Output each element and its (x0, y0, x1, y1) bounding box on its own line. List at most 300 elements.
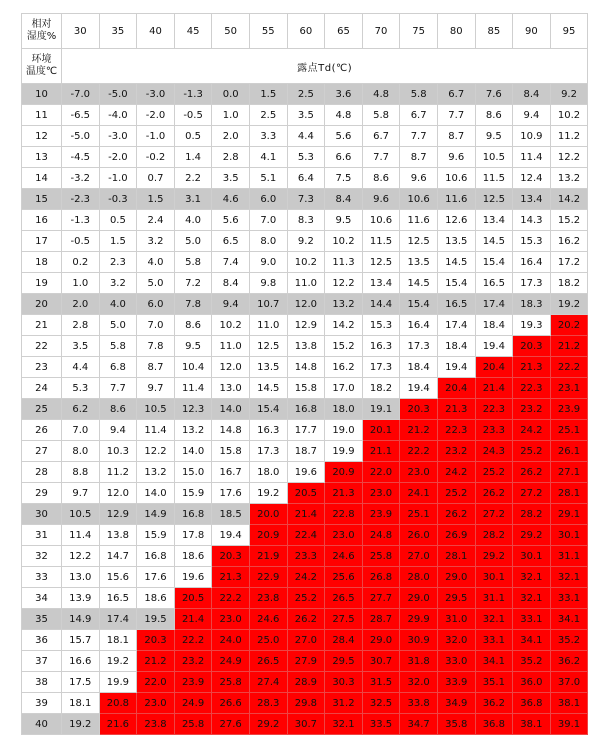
dew-point-cell: -2.0 (137, 105, 175, 126)
dew-point-cell: 23.3 (475, 420, 513, 441)
dew-point-cell: 32.1 (550, 567, 588, 588)
temperature-cell: 20 (22, 294, 62, 315)
table-row (22, 336, 588, 357)
dew-point-cell: 19.4 (475, 336, 513, 357)
dew-point-cell: 16.5 (99, 588, 137, 609)
dew-point-cell: 36.2 (475, 693, 513, 714)
dew-point-cell: 21.4 (475, 378, 513, 399)
dew-point-cell: 39.1 (550, 714, 588, 735)
dew-point-cell: 36.8 (475, 714, 513, 735)
dew-point-cell: 14.3 (513, 210, 551, 231)
dew-point-cell: 13.4 (362, 273, 400, 294)
dew-point-cell: -1.0 (99, 168, 137, 189)
dew-point-cell: 35.8 (437, 714, 475, 735)
table-row (22, 378, 588, 399)
dew-point-cell: 2.4 (137, 210, 175, 231)
dew-point-cell: 27.7 (362, 588, 400, 609)
humidity-header-row (22, 14, 588, 49)
dew-point-cell: 22.3 (475, 399, 513, 420)
table-row (22, 672, 588, 693)
dew-point-cell: 13.5 (249, 357, 287, 378)
dew-point-cell: 19.6 (287, 462, 325, 483)
dew-point-cell: 21.4 (287, 504, 325, 525)
dew-point-cell: 10.6 (362, 210, 400, 231)
dew-point-cell: 23.8 (137, 714, 175, 735)
dew-point-cell: 29.9 (400, 609, 438, 630)
dew-point-cell: 30.7 (287, 714, 325, 735)
dew-point-cell: 5.8 (400, 84, 438, 105)
dew-point-cell: -4.5 (62, 147, 100, 168)
dew-point-cell: 33.1 (550, 588, 588, 609)
dew-point-cell: 9.6 (362, 189, 400, 210)
dew-point-cell: 29.5 (325, 651, 363, 672)
dew-point-cell: 1.0 (212, 105, 250, 126)
ambient-temperature-label: 环境 温度℃ (22, 49, 62, 84)
dew-point-cell: 8.0 (62, 441, 100, 462)
dew-point-cell: 12.5 (475, 189, 513, 210)
dew-point-cell: 12.9 (287, 315, 325, 336)
dew-point-cell: 4.4 (62, 357, 100, 378)
dew-point-cell: 6.7 (362, 126, 400, 147)
dew-point-cell: 2.2 (174, 168, 212, 189)
dew-point-cell: 6.4 (287, 168, 325, 189)
dew-point-cell: -5.0 (62, 126, 100, 147)
dew-point-cell: 21.4 (174, 609, 212, 630)
dew-point-cell: 29.8 (287, 693, 325, 714)
dew-point-cell: 14.5 (249, 378, 287, 399)
dew-point-cell: 34.1 (550, 609, 588, 630)
dew-point-cell: -0.5 (62, 231, 100, 252)
dew-point-cell: 22.2 (174, 630, 212, 651)
dew-point-cell: 10.2 (550, 105, 588, 126)
dew-point-cell: 7.6 (475, 84, 513, 105)
dew-point-cell: 26.1 (550, 441, 588, 462)
dew-point-cell: 29.0 (400, 588, 438, 609)
dew-point-cell: 29.0 (362, 630, 400, 651)
dew-point-cell: 9.4 (99, 420, 137, 441)
dew-point-cell: 25.6 (325, 567, 363, 588)
dew-point-cell: 5.1 (249, 168, 287, 189)
dew-point-cell: -3.0 (99, 126, 137, 147)
dew-point-cell: 16.7 (212, 462, 250, 483)
dew-point-cell: 15.8 (287, 378, 325, 399)
dew-point-cell: 20.9 (249, 525, 287, 546)
dew-point-cell: 13.0 (62, 567, 100, 588)
dew-point-cell: 7.7 (437, 105, 475, 126)
humidity-header-cell: 55 (249, 14, 287, 49)
dew-point-cell: 8.6 (362, 168, 400, 189)
dew-point-cell: 14.0 (137, 483, 175, 504)
dew-point-cell: 22.4 (287, 525, 325, 546)
dew-point-cell: 16.8 (174, 504, 212, 525)
temperature-cell: 33 (22, 567, 62, 588)
table-row (22, 651, 588, 672)
dew-point-cell: 12.2 (325, 273, 363, 294)
dew-point-cell: 20.4 (437, 378, 475, 399)
dew-point-cell: 23.2 (174, 651, 212, 672)
dew-point-cell: 17.3 (400, 336, 438, 357)
dew-point-cell: 18.6 (174, 546, 212, 567)
dew-point-cell: -4.0 (99, 105, 137, 126)
temperature-cell: 25 (22, 399, 62, 420)
dew-point-cell: 4.0 (137, 252, 175, 273)
temperature-cell: 32 (22, 546, 62, 567)
dew-point-cell: 5.0 (137, 273, 175, 294)
dew-point-cell: 12.0 (212, 357, 250, 378)
dew-point-cell: 27.5 (325, 609, 363, 630)
dew-point-cell: 11.3 (325, 252, 363, 273)
dew-point-cell: 8.7 (437, 126, 475, 147)
dew-point-cell: 18.5 (212, 504, 250, 525)
dew-point-cell: 7.7 (99, 378, 137, 399)
dew-point-cell: 20.9 (325, 462, 363, 483)
dew-point-cell: 25.1 (550, 420, 588, 441)
dew-point-cell: 6.6 (325, 147, 363, 168)
humidity-header-cell: 50 (212, 14, 250, 49)
dew-point-cell: 36.8 (513, 693, 551, 714)
temperature-cell: 10 (22, 84, 62, 105)
dew-point-cell: 1.5 (99, 231, 137, 252)
dew-point-cell: 29.2 (513, 525, 551, 546)
dew-point-cell: 11.6 (400, 210, 438, 231)
dew-point-cell: 28.1 (550, 483, 588, 504)
dew-point-cell: 9.5 (174, 336, 212, 357)
dew-point-cell: 14.2 (550, 189, 588, 210)
dew-point-cell: 9.5 (475, 126, 513, 147)
dew-point-cell: 11.4 (513, 147, 551, 168)
dew-point-cell: 23.0 (212, 609, 250, 630)
dew-point-cell: 20.3 (400, 399, 438, 420)
temperature-cell: 36 (22, 630, 62, 651)
dew-point-cell: 12.2 (137, 441, 175, 462)
dew-point-cell: 14.5 (400, 273, 438, 294)
dew-point-cell: 33.9 (437, 672, 475, 693)
dew-point-cell: 19.5 (137, 609, 175, 630)
humidity-header-cell: 45 (174, 14, 212, 49)
dew-point-cell: 2.8 (212, 147, 250, 168)
dew-point-cell: 27.4 (249, 672, 287, 693)
dew-point-cell: 19.4 (400, 378, 438, 399)
dew-point-cell: 1.4 (174, 147, 212, 168)
table-row (22, 462, 588, 483)
dew-point-cell: 10.5 (137, 399, 175, 420)
dew-point-cell: 9.5 (325, 210, 363, 231)
dew-point-cell: 33.8 (400, 693, 438, 714)
humidity-header-cell: 35 (99, 14, 137, 49)
dew-point-cell: 17.3 (362, 357, 400, 378)
dew-point-cell: 10.2 (212, 315, 250, 336)
dew-point-cell: 18.0 (325, 399, 363, 420)
dew-point-cell: 20.5 (287, 483, 325, 504)
dew-point-cell: 22.2 (400, 441, 438, 462)
dew-point-cell: 24.9 (174, 693, 212, 714)
dew-point-cell: 21.3 (513, 357, 551, 378)
dew-point-cell: 31.2 (325, 693, 363, 714)
dew-point-cell: 22.3 (437, 420, 475, 441)
dew-point-cell: 8.0 (249, 231, 287, 252)
table-row (22, 441, 588, 462)
temperature-cell: 34 (22, 588, 62, 609)
temperature-cell: 18 (22, 252, 62, 273)
dew-point-cell: 22.0 (137, 672, 175, 693)
dew-point-cell: 4.1 (249, 147, 287, 168)
dew-point-cell: 31.0 (437, 609, 475, 630)
dew-point-cell: 23.0 (325, 525, 363, 546)
dew-point-cell: 12.4 (513, 168, 551, 189)
dew-point-cell: 6.0 (137, 294, 175, 315)
dew-point-cell: 16.8 (287, 399, 325, 420)
temperature-cell: 28 (22, 462, 62, 483)
table-row (22, 84, 588, 105)
dew-point-cell: 5.0 (99, 315, 137, 336)
dew-point-cell: 22.8 (325, 504, 363, 525)
dew-point-cell: 7.7 (400, 126, 438, 147)
temperature-cell: 37 (22, 651, 62, 672)
dew-point-cell: -5.0 (99, 84, 137, 105)
dew-point-cell: 4.8 (362, 84, 400, 105)
dew-point-cell: 26.6 (212, 693, 250, 714)
table-row (22, 567, 588, 588)
dew-point-cell: 32.0 (437, 630, 475, 651)
dew-point-cell: 4.0 (99, 294, 137, 315)
dew-point-cell: 24.1 (400, 483, 438, 504)
dew-point-cell: 6.0 (249, 189, 287, 210)
dew-point-cell: 29.2 (249, 714, 287, 735)
dew-point-cell: 14.0 (212, 399, 250, 420)
dew-point-cell: 15.2 (325, 336, 363, 357)
dew-point-cell: 13.2 (325, 294, 363, 315)
table-row (22, 168, 588, 189)
dew-point-cell: 21.2 (137, 651, 175, 672)
dew-point-cell: 12.5 (362, 252, 400, 273)
dew-point-cell: 31.8 (400, 651, 438, 672)
dew-point-cell: 38.1 (513, 714, 551, 735)
dew-point-cell: 25.2 (287, 588, 325, 609)
dew-point-cell: -1.3 (62, 210, 100, 231)
temperature-cell: 38 (22, 672, 62, 693)
dew-point-cell: 28.9 (287, 672, 325, 693)
dew-point-cell: 24.6 (325, 546, 363, 567)
dew-point-cell: 10.6 (400, 189, 438, 210)
dew-point-cell: 23.8 (249, 588, 287, 609)
dew-point-cell: 7.8 (137, 336, 175, 357)
dew-point-cell: 2.5 (287, 84, 325, 105)
dew-point-cell: 25.1 (400, 504, 438, 525)
temperature-cell: 13 (22, 147, 62, 168)
dew-point-cell: 26.2 (287, 609, 325, 630)
temperature-cell: 30 (22, 504, 62, 525)
humidity-header-cell: 90 (513, 14, 551, 49)
dew-point-cell: 16.6 (62, 651, 100, 672)
table-row (22, 189, 588, 210)
dew-point-cell: 29.2 (475, 546, 513, 567)
dew-point-cell: -6.5 (62, 105, 100, 126)
dew-point-cell: 12.3 (174, 399, 212, 420)
dew-point-cell: 17.3 (513, 273, 551, 294)
dew-point-cell: 18.4 (475, 315, 513, 336)
dew-point-cell: -1.3 (174, 84, 212, 105)
dew-point-cell: 19.2 (550, 294, 588, 315)
dew-point-cell: 36.0 (513, 672, 551, 693)
dew-point-cell: 9.2 (287, 231, 325, 252)
dew-point-cell: 26.8 (362, 567, 400, 588)
dew-point-cell: 3.2 (137, 231, 175, 252)
dew-point-cell: 19.3 (513, 315, 551, 336)
dew-point-cell: 9.7 (62, 483, 100, 504)
dew-point-cell: 0.5 (99, 210, 137, 231)
temperature-cell: 31 (22, 525, 62, 546)
table-row (22, 609, 588, 630)
dew-point-cell: 24.2 (513, 420, 551, 441)
dew-point-cell: 21.2 (550, 336, 588, 357)
dew-point-cell: 14.8 (287, 357, 325, 378)
dew-point-cell: 19.4 (212, 525, 250, 546)
dew-point-cell: 19.1 (362, 399, 400, 420)
dew-point-cell: 24.0 (212, 630, 250, 651)
dew-point-cell: 18.1 (99, 630, 137, 651)
dew-point-cell: 2.0 (62, 294, 100, 315)
dew-point-cell: 28.2 (475, 525, 513, 546)
dew-point-cell: 17.8 (174, 525, 212, 546)
dew-point-cell: 5.0 (174, 231, 212, 252)
dew-point-cell: 9.6 (400, 168, 438, 189)
dew-point-cell: 21.3 (212, 567, 250, 588)
dew-point-cell: 8.6 (174, 315, 212, 336)
dew-point-cell: 16.4 (513, 252, 551, 273)
temperature-cell: 26 (22, 420, 62, 441)
dew-point-cell: 7.4 (212, 252, 250, 273)
dew-point-cell: 33.5 (362, 714, 400, 735)
dew-point-cell: 6.2 (62, 399, 100, 420)
dew-point-cell: 10.4 (174, 357, 212, 378)
dew-point-cell: 27.2 (513, 483, 551, 504)
dew-point-cell: 30.9 (400, 630, 438, 651)
table-row (22, 483, 588, 504)
dew-point-cell: 19.0 (325, 420, 363, 441)
dew-point-cell: 12.5 (249, 336, 287, 357)
dew-point-cell: 25.2 (513, 441, 551, 462)
dew-point-cell: 6.7 (400, 105, 438, 126)
dew-point-cell: 33.1 (513, 609, 551, 630)
dew-point-cell: 28.3 (249, 693, 287, 714)
dew-point-cell: 19.2 (62, 714, 100, 735)
humidity-header-cell: 80 (437, 14, 475, 49)
dew-point-cell: 8.8 (62, 462, 100, 483)
dew-point-cell: 23.9 (174, 672, 212, 693)
relative-humidity-label: 相对 湿度% (22, 14, 62, 49)
dew-point-cell: 3.5 (287, 105, 325, 126)
dew-point-cell: 28.0 (400, 567, 438, 588)
dew-point-cell: 26.5 (325, 588, 363, 609)
dew-point-cell: 18.4 (400, 357, 438, 378)
dew-point-cell: 13.9 (62, 588, 100, 609)
dew-point-cell: 26.2 (475, 483, 513, 504)
dew-point-cell: 24.8 (362, 525, 400, 546)
temperature-cell: 23 (22, 357, 62, 378)
dew-point-cell: 10.5 (62, 504, 100, 525)
dew-point-cell: 18.7 (287, 441, 325, 462)
dew-point-cell: 21.3 (437, 399, 475, 420)
dew-point-cell: 30.3 (325, 672, 363, 693)
dew-point-cell: 1.5 (249, 84, 287, 105)
dew-point-cell: 7.7 (362, 147, 400, 168)
table-row (22, 525, 588, 546)
dew-point-cell: 28.1 (437, 546, 475, 567)
dew-point-cell: 16.2 (550, 231, 588, 252)
dew-point-cell: 17.5 (62, 672, 100, 693)
dew-point-cell: 11.4 (137, 420, 175, 441)
dew-point-cell: 32.1 (325, 714, 363, 735)
dew-point-cell: 20.8 (99, 693, 137, 714)
dew-point-cell: 5.6 (325, 126, 363, 147)
dew-point-cell: 11.5 (475, 168, 513, 189)
dew-point-cell: 13.8 (99, 525, 137, 546)
dew-point-cell: 4.8 (325, 105, 363, 126)
dew-point-cell: 32.1 (513, 567, 551, 588)
dew-point-cell: 10.2 (287, 252, 325, 273)
dew-point-cell: 18.1 (62, 693, 100, 714)
dew-point-cell: 6.5 (212, 231, 250, 252)
dew-point-cell: 10.9 (513, 126, 551, 147)
humidity-header-cell: 40 (137, 14, 175, 49)
temperature-cell: 40 (22, 714, 62, 735)
dew-point-cell: 13.2 (174, 420, 212, 441)
dew-point-cell: 9.0 (249, 252, 287, 273)
dew-point-cell: 18.6 (137, 588, 175, 609)
dew-point-cell: -2.0 (99, 147, 137, 168)
dew-point-cell: 2.0 (212, 126, 250, 147)
dew-point-cell: 5.6 (212, 210, 250, 231)
dew-point-cell: 28.4 (325, 630, 363, 651)
table-row (22, 147, 588, 168)
dew-point-cell: 26.2 (437, 504, 475, 525)
dew-point-cell: 37.0 (550, 672, 588, 693)
dew-point-cell: 14.5 (437, 252, 475, 273)
table-row (22, 420, 588, 441)
dew-point-cell: 20.1 (362, 420, 400, 441)
dew-point-cell: 11.0 (212, 336, 250, 357)
dew-point-cell: 33.1 (475, 630, 513, 651)
dew-point-cell: 13.2 (137, 462, 175, 483)
dew-point-cell: 15.9 (137, 525, 175, 546)
dew-point-cell: 15.4 (249, 399, 287, 420)
dew-point-cell: 27.9 (287, 651, 325, 672)
dew-point-cell: 20.3 (212, 546, 250, 567)
dew-point-cell: 12.2 (550, 147, 588, 168)
dew-point-cell: -1.0 (137, 126, 175, 147)
dew-point-cell: 8.3 (287, 210, 325, 231)
dew-point-cell: 25.8 (362, 546, 400, 567)
temperature-cell: 22 (22, 336, 62, 357)
table-row (22, 294, 588, 315)
dew-point-cell: 14.0 (174, 441, 212, 462)
dew-point-cell: 27.2 (475, 504, 513, 525)
dew-point-cell: 27.0 (287, 630, 325, 651)
dew-point-cell: 34.1 (475, 651, 513, 672)
dew-point-cell: 19.4 (437, 357, 475, 378)
temperature-cell: 11 (22, 105, 62, 126)
dew-point-cell: 24.9 (212, 651, 250, 672)
dew-point-cell: 19.2 (249, 483, 287, 504)
dew-point-cell: 11.0 (249, 315, 287, 336)
dew-point-cell: -3.2 (62, 168, 100, 189)
dew-point-cell: 20.3 (137, 630, 175, 651)
table-row (22, 693, 588, 714)
dew-point-cell: 23.0 (400, 462, 438, 483)
dew-point-table (21, 13, 588, 735)
dew-point-cell: 22.3 (513, 378, 551, 399)
dew-point-cell: 11.4 (62, 525, 100, 546)
